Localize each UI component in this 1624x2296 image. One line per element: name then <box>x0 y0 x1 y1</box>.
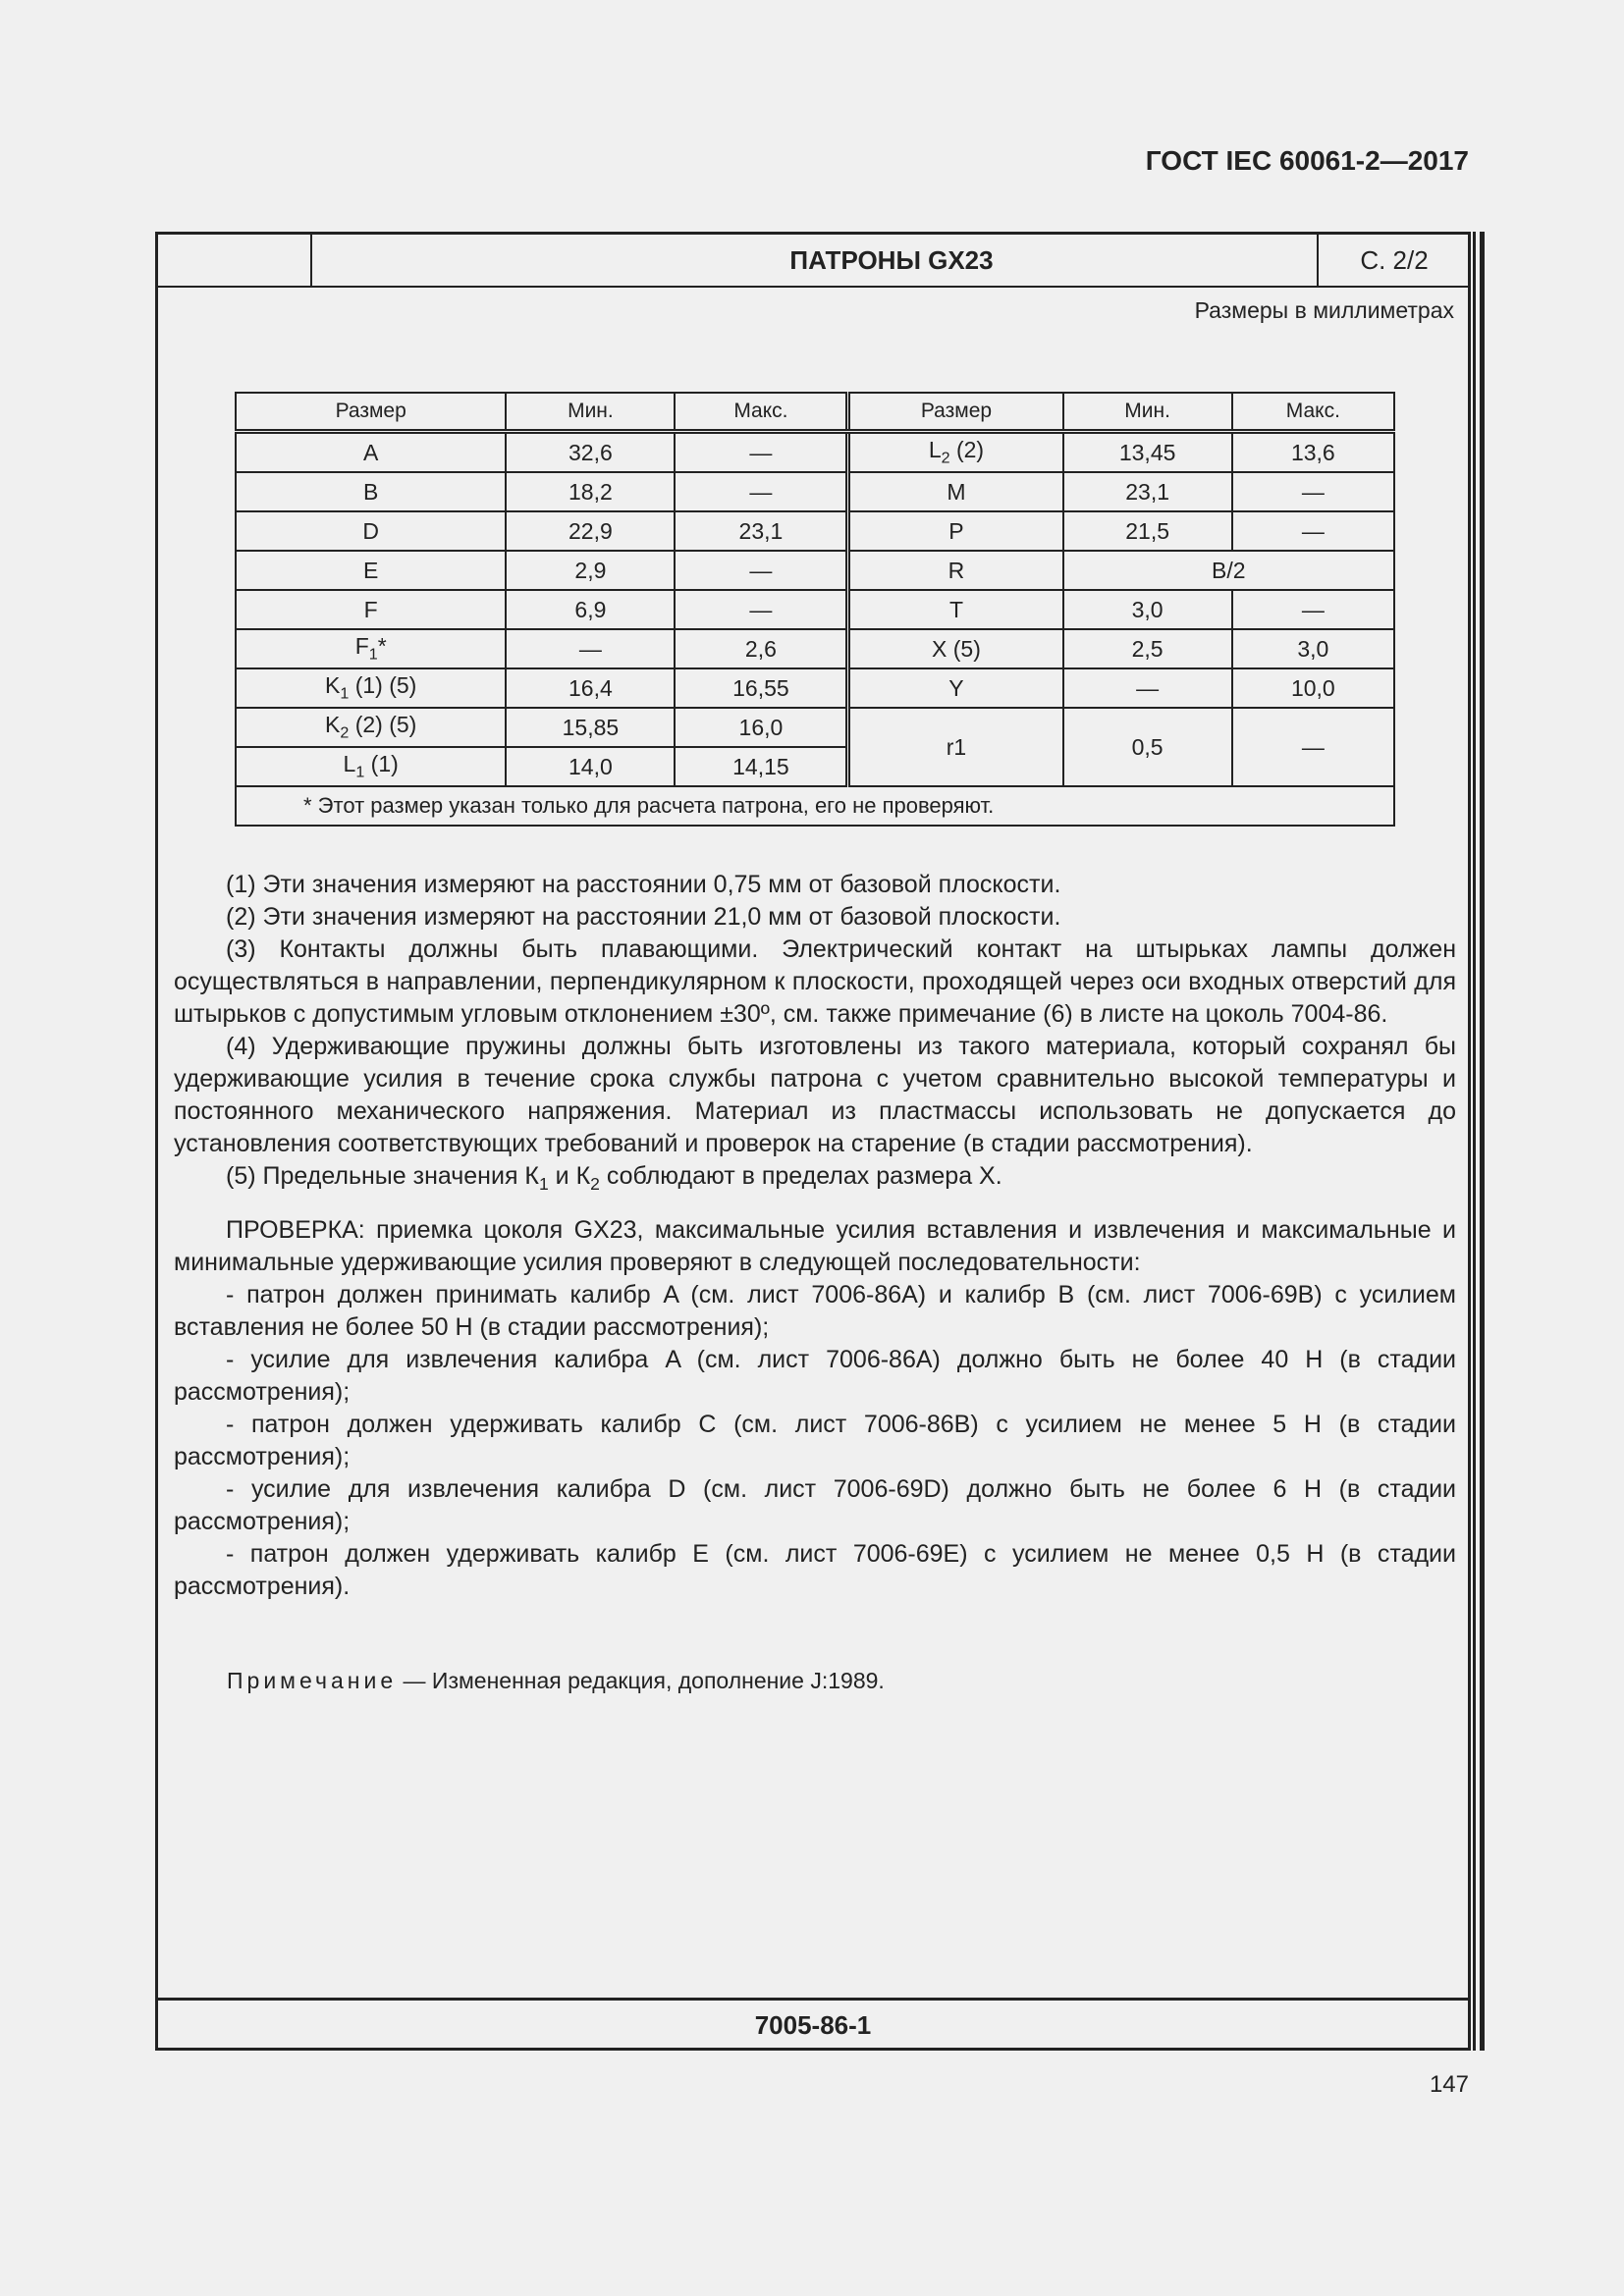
check-item: - усилие для извлечения калибра A (см. лист 7006-86A) должно быть не более 40 Н (в стадии рассмотрения); <box>174 1346 1456 1406</box>
dim-max: 16,55 <box>675 668 847 708</box>
column-header: Макс. <box>675 393 847 432</box>
dim-max: 13,6 <box>1232 432 1394 473</box>
dim-min: 16,4 <box>506 668 675 708</box>
dim-max: — <box>675 590 847 629</box>
dim-name: D <box>236 511 506 551</box>
column-header: Размер <box>848 393 1063 432</box>
sheet-title: ПАТРОНЫ GX23 <box>789 244 994 275</box>
table-row <box>236 629 1394 668</box>
note-5: (5) Предельные значения $К_1$ и $К_2$ соблюдают в пределах размера X. <box>226 1162 1002 1194</box>
dim-min: 15,85 <box>506 708 675 747</box>
dim-min: 0,5 <box>1063 708 1232 786</box>
check-intro: ПРОВЕРКА: приемка цоколя GX23, максимальные усилия вставления и извлечения и максимальные и минимальные удерживающие усилия проверяют в следующей последовательности: <box>174 1216 1456 1276</box>
dim-name: R <box>848 551 1063 590</box>
dim-name: A <box>236 432 506 473</box>
dim-name: r1 <box>848 708 1063 786</box>
dim-name: $K_1$ (1) (5) <box>236 668 506 708</box>
dim-min: — <box>1063 668 1232 708</box>
table-row <box>236 590 1394 629</box>
table-row <box>236 432 1394 473</box>
table-footnote: * Этот размер указан только для расчета патрона, его не проверяют. <box>236 786 1394 826</box>
dim-name: T <box>848 590 1063 629</box>
dim-max: — <box>1232 472 1394 511</box>
table-row <box>236 668 1394 708</box>
check-item: - усилие для извлечения калибра D (см. лист 7006-69D) должно быть не более 6 Н (в стадии рассмотрения); <box>174 1475 1456 1535</box>
sheet-code: 7005-86-1 <box>158 1998 1468 2051</box>
sheet-page: С. 2/2 <box>1317 235 1470 286</box>
column-header: Макс. <box>1232 393 1394 432</box>
dim-name: B <box>236 472 506 511</box>
dim-min: 22,9 <box>506 511 675 551</box>
dim-min: 3,0 <box>1063 590 1232 629</box>
column-header: Мин. <box>506 393 675 432</box>
page-number: 147 <box>1429 2071 1469 2098</box>
dim-max: 2,6 <box>675 629 847 668</box>
dim-max: — <box>675 472 847 511</box>
dim-name: M <box>848 472 1063 511</box>
note-4: (4) Удерживающие пружины должны быть изготовлены из такого материала, который сохранял бы удерживающие усилия в течение срока службы патрона с учетом сравнительно высокой температуры и постоянного механического напряжения. Материал из пластмассы использовать не допускается до установления соответствующих требований и проверок на старение (в стадии рассмотрения). <box>174 1033 1456 1157</box>
sheet-header <box>158 235 1468 288</box>
frame-edge <box>1480 232 1485 2051</box>
check-item: - патрон должен принимать калибр A (см. лист 7006-86A) и калибр B (см. лист 7006-69B) с усилием вставления не более 50 Н (в стадии рассмотрения); <box>174 1281 1456 1341</box>
dim-max: — <box>1232 590 1394 629</box>
check-item: - патрон должен удерживать калибр E (см. лист 7006-69E) с усилием не менее 0,5 Н (в стадии рассмотрения). <box>174 1540 1456 1600</box>
remark-label: Примечание <box>227 1668 398 1693</box>
dim-min: 2,5 <box>1063 629 1232 668</box>
frame-edge <box>1473 232 1476 2051</box>
check-item: - патрон должен удерживать калибр C (см. лист 7006-86B) с усилием не менее 5 Н (в стадии рассмотрения); <box>174 1411 1456 1470</box>
table-row <box>236 511 1394 551</box>
dim-min: 21,5 <box>1063 511 1232 551</box>
dim-name: F <box>236 590 506 629</box>
column-header: Мин. <box>1063 393 1232 432</box>
document-id: ГОСТ IEC 60061-2—2017 <box>1145 145 1469 176</box>
dim-min: 6,9 <box>506 590 675 629</box>
dim-max: — <box>1232 511 1394 551</box>
dim-merged: B/2 <box>1063 551 1394 590</box>
note-1: (1) Эти значения измеряют на расстоянии 0,75 мм от базовой плоскости. <box>226 871 1061 898</box>
table-row <box>236 551 1394 590</box>
note-2: (2) Эти значения измеряют на расстоянии 21,0 мм от базовой плоскости. <box>226 903 1061 931</box>
dim-max: 10,0 <box>1232 668 1394 708</box>
table-row <box>236 472 1394 511</box>
dim-max: 14,15 <box>675 747 847 786</box>
dim-max: 16,0 <box>675 708 847 747</box>
column-header: Размер <box>236 393 506 432</box>
dim-name: X (5) <box>848 629 1063 668</box>
dim-min: 23,1 <box>1063 472 1232 511</box>
dim-name: Y <box>848 668 1063 708</box>
table-header-row <box>236 393 1394 432</box>
units-label: Размеры в миллиметрах <box>1194 297 1454 323</box>
dim-min: 32,6 <box>506 432 675 473</box>
table-footnote-row <box>236 786 1394 826</box>
dim-max: — <box>1232 708 1394 786</box>
notes-body <box>174 869 1456 1603</box>
remark-text: Измененная редакция, дополнение J:1989. <box>431 1668 885 1693</box>
dim-min: 13,45 <box>1063 432 1232 473</box>
dim-max: 23,1 <box>675 511 847 551</box>
dim-name: $F_1*$ <box>236 629 506 668</box>
dim-name: $K_2$ (2) (5) <box>236 708 506 747</box>
remark: Примечание — Измененная редакция, дополнение J:1989. <box>227 1668 885 1693</box>
dim-max: — <box>675 551 847 590</box>
dim-min: 2,9 <box>506 551 675 590</box>
dim-min: 14,0 <box>506 747 675 786</box>
dim-name: $L_1$ (1) <box>236 747 506 786</box>
note-3: (3) Контакты должны быть плавающими. Электрический контакт на штырьках лампы должен осуществляться в направлении, перпендикулярном к плоскости, проходящей через оси входных отверстий для штырьков с допустимым угловым отклонением ±30º, см. также примечание (6) в листе на цоколь 7004-86. <box>174 935 1456 1028</box>
header-empty-cell <box>158 235 312 286</box>
dimensions-table <box>235 392 1395 827</box>
dim-min: 18,2 <box>506 472 675 511</box>
dim-max: — <box>675 432 847 473</box>
table-row <box>236 708 1394 747</box>
dim-name: P <box>848 511 1063 551</box>
dim-name: E <box>236 551 506 590</box>
dim-name: $L_2$ (2) <box>848 432 1063 473</box>
sheet-frame <box>155 232 1471 2051</box>
dim-max: 3,0 <box>1232 629 1394 668</box>
dim-min: — <box>506 629 675 668</box>
